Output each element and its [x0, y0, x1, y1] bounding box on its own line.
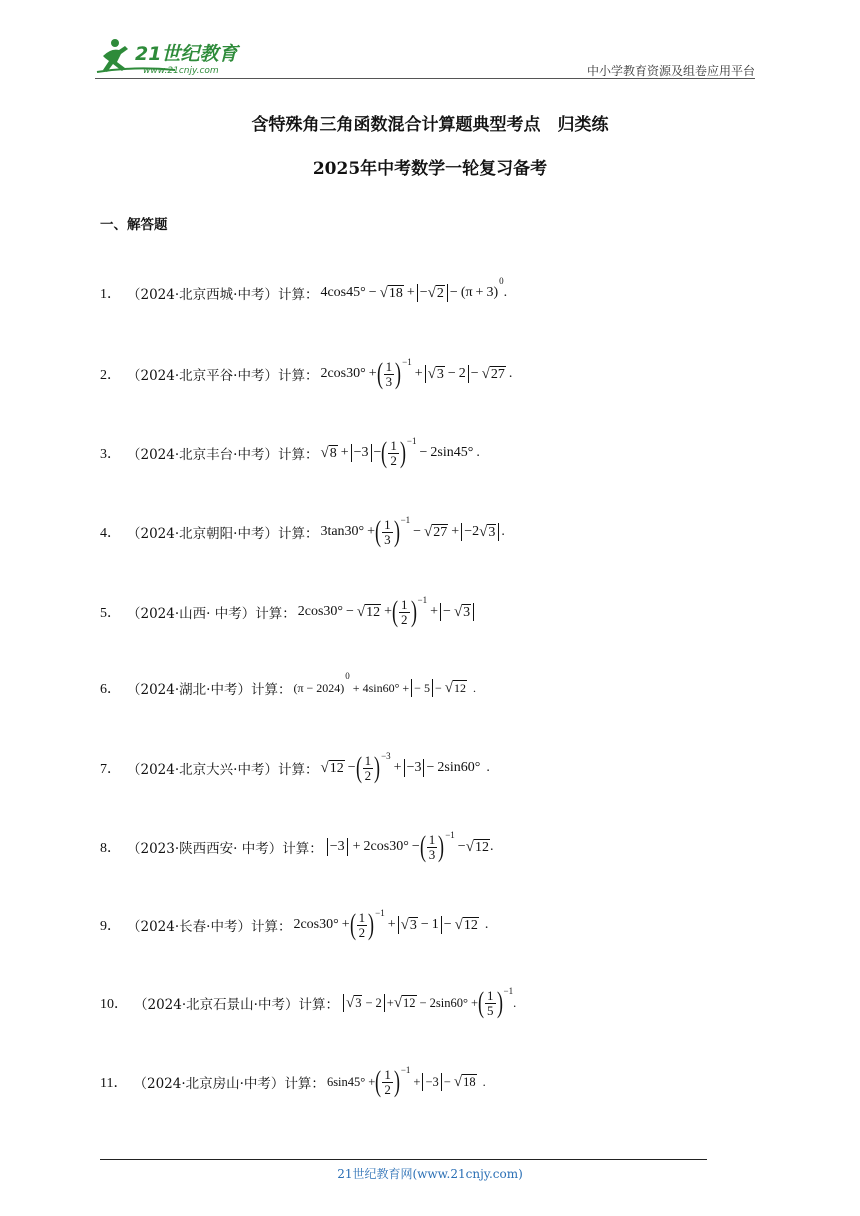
problem-number: 8． — [100, 841, 121, 856]
problem-source: （2024·山西· 中考） — [127, 606, 256, 622]
document-title: 含特殊角三角函数混合计算题典型考点 归类练 — [251, 115, 609, 135]
problem-expression: 3tan30° + ( $\frac{1}{3}$ ) −1 − √ 27 + −2 √ 3 . — [320, 515, 505, 548]
problem-label: 计算： — [250, 919, 292, 935]
problem-8 — [100, 827, 720, 867]
problem-1 — [100, 273, 720, 313]
problem-label: 计算： — [250, 682, 292, 698]
problem-label: 计算： — [277, 368, 319, 384]
problem-source: （2024·北京平谷·中考） — [127, 368, 278, 384]
problem-expression: 6sin45° + ( $\frac{1}{2}$ ) −1 + −3 − √ 18 . — [326, 1065, 486, 1098]
problem-number: 1． — [100, 287, 121, 302]
logo-text: 21世纪教育 — [135, 43, 238, 65]
problem-4 — [100, 512, 720, 552]
problem-5 — [100, 592, 720, 632]
problem-label: 计算： — [298, 997, 339, 1013]
problem-source: （2024·北京丰台·中考） — [127, 447, 278, 463]
problem-7 — [100, 748, 720, 788]
problem-expression: 2cos30° + ( $\frac{1}{2}$ ) −1 + √ 3 − 1 − √ 12 . — [293, 908, 489, 941]
section-heading: 一、解答题 — [100, 217, 168, 233]
problem-10 — [100, 983, 720, 1023]
platform-name: 中小学教育资源及组卷应用平台 — [586, 64, 755, 78]
document-subtitle: 2025年中考数学一轮复习备考 — [312, 159, 548, 179]
header-divider — [95, 78, 755, 79]
problem-11 — [100, 1062, 720, 1102]
problem-label: 计算： — [282, 841, 323, 857]
problem-label: 计算： — [284, 1076, 325, 1092]
problem-label: 计算： — [277, 762, 319, 778]
problem-number: 10． — [100, 997, 128, 1012]
problem-label: 计算： — [255, 606, 296, 622]
problem-label: 计算： — [277, 287, 319, 303]
problem-number: 2． — [100, 368, 121, 383]
footer-link[interactable]: 21世纪教育网(www.21cnjy.com) — [337, 1167, 523, 1181]
problem-expression: (π − 2024) 0 + 4sin60° + − 5 − √ 12 . — [293, 671, 476, 696]
problem-expression: −3 + 2cos30° − ( $\frac{1}{3}$ ) −1 − √ 12 . — [325, 832, 494, 862]
problem-source: （2024·北京房山·中考） — [133, 1076, 285, 1092]
footer-divider — [100, 1159, 707, 1160]
problem-expression: 2cos30° + ( $\frac{1}{3}$ ) −1 + √ 3 − 2 − √ 27 . — [320, 357, 513, 390]
page-header — [95, 36, 755, 80]
problem-number: 5． — [100, 606, 121, 621]
problem-label: 计算： — [277, 526, 319, 542]
problem-expression: √ 3 − 2 + √ 12 − 2sin60° + ( $\frac{1}{5}$ ) −1 . — [341, 988, 516, 1018]
problem-source: （2024·北京石景山·中考） — [134, 997, 299, 1013]
problem-expression: 4cos45° − √ 18 + − √ 2 − (π + 3) 0 . — [320, 276, 508, 301]
problem-source: （2024·北京大兴·中考） — [127, 762, 278, 778]
problem-number: 11． — [100, 1076, 128, 1091]
problem-2 — [100, 354, 720, 394]
problem-source: （2023·陕西西安· 中考） — [127, 841, 283, 857]
logo — [95, 36, 265, 76]
logo-url: www.21cnjy.com — [143, 66, 219, 76]
problem-number: 7． — [100, 762, 121, 777]
problem-number: 4． — [100, 526, 121, 541]
problem-number: 6． — [100, 682, 121, 697]
problem-source: （2024·湖北·中考） — [127, 682, 251, 698]
problem-source: （2024·北京西城·中考） — [127, 287, 278, 303]
problem-number: 3． — [100, 447, 121, 462]
problem-source: （2024·长春·中考） — [127, 919, 251, 935]
problem-number: 9． — [100, 919, 121, 934]
problem-9 — [100, 905, 720, 945]
problem-label: 计算： — [277, 447, 319, 463]
problem-6 — [100, 668, 720, 708]
problem-source: （2024·北京朝阳·中考） — [127, 526, 278, 542]
problem-expression: 2cos30° − √ 12 + ( $\frac{1}{2}$ ) −1 + − √ 3 — [298, 597, 476, 627]
problem-expression: √ 12 − ( $\frac{1}{2}$ ) −3 + −3 − 2sin60° . — [320, 751, 490, 784]
problem-expression: √ 8 + −3 − ( $\frac{1}{2}$ ) −1 − 2sin45° . — [320, 436, 480, 469]
problem-3 — [100, 433, 720, 473]
